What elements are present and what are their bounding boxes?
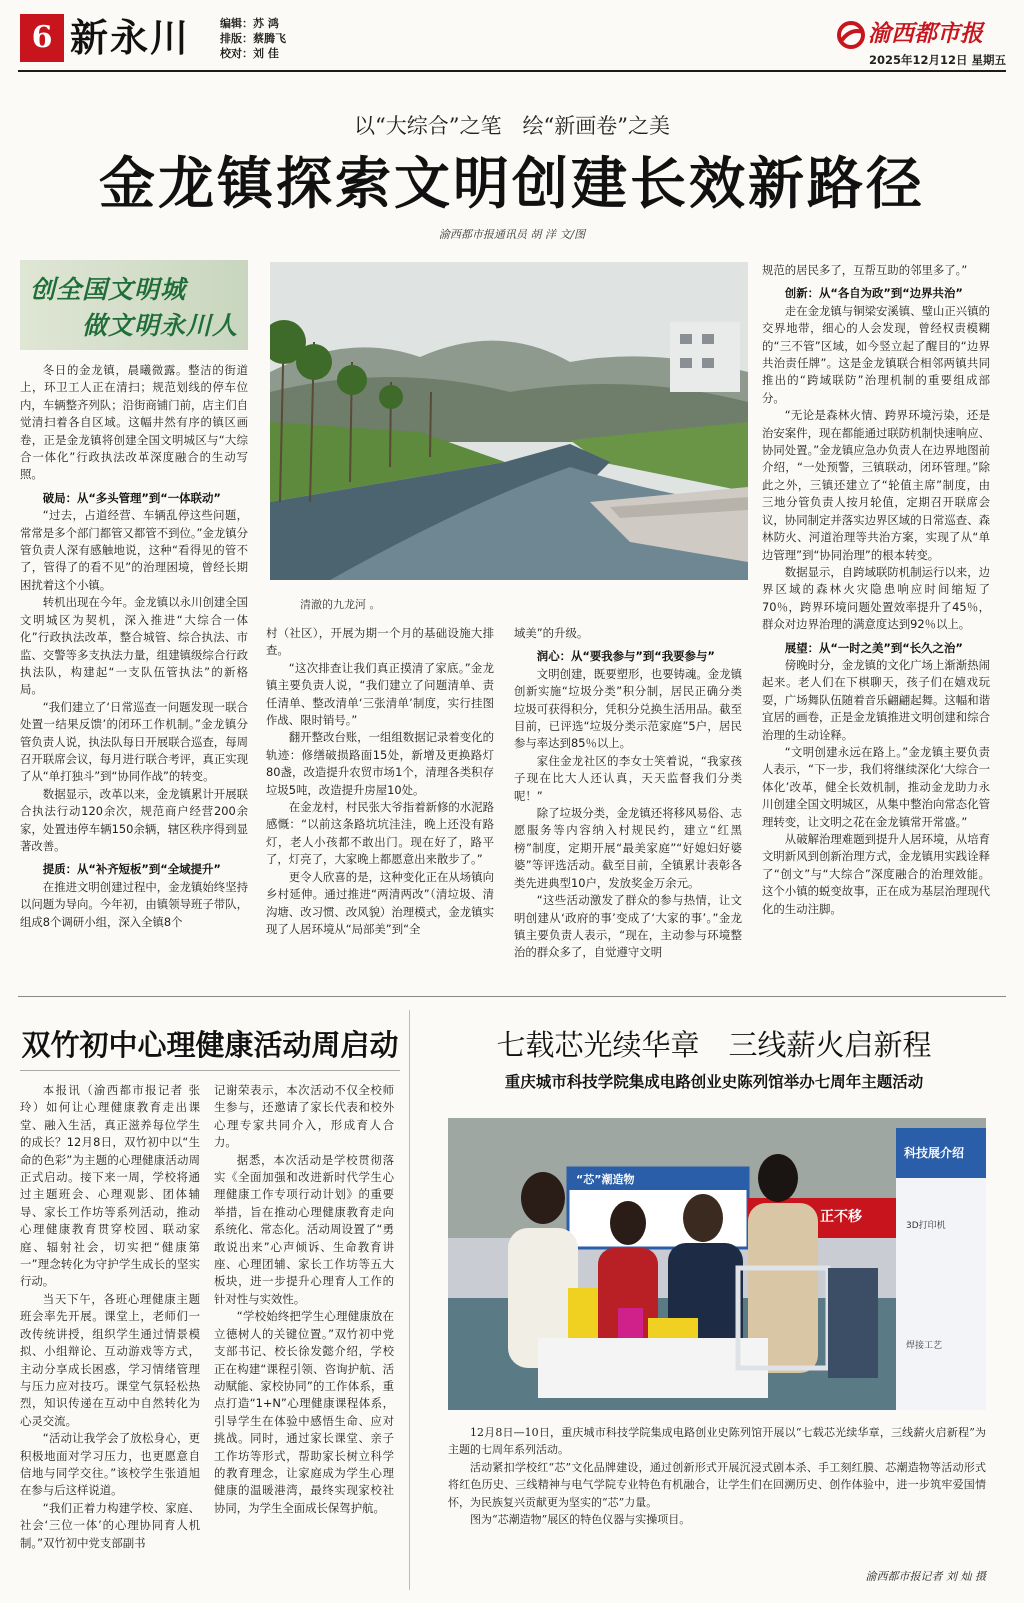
body-paragraph: 数据显示，自跨域联防机制运行以来，边界区域的森林火灾隐患响应时间缩短了70％，跨界环境问题处置效率提升了45％，群众对边界治理的满意度达到92％以上。 — [762, 564, 990, 632]
section-subhead: 润心：从“要我参与”到“我要参与” — [536, 649, 715, 664]
photo-sign-makerspace: “芯”潮造物 — [576, 1173, 635, 1186]
section-subhead: 破局：从“多头管理”到“一体联动” — [42, 490, 221, 505]
body-paragraph: “活动让我学会了放松身心，更积极地面对学习压力，也更愿意自信地与同学交往。”该校学生张逍旭在参与后这样说道。 — [20, 1431, 200, 1498]
river-photo-caption: 清澈的九龙河 。 — [300, 598, 381, 611]
story2-headline: 双竹初中心理健康活动周启动 — [21, 1028, 399, 1062]
body-paragraph: 冬日的金龙镇，晨曦微露。整洁的街道上，环卫工人正在清扫；规范划线的停车位内，车辆整齐列队；沿街商铺门前，店主们自觉清扫着各自区域。这幅井然有序的镇区画卷，正是金龙镇将创建全国文明城区与“大综合一体化”行政执法改革深度融合的生动写照。 — [20, 363, 248, 482]
body-paragraph: “我们建立了‘日常巡查一问题发现一联合处置一结果反馈’的闭环工作机制。”金龙镇分管负责人说，执法队每日开展联合巡查，每周召开联席会议，每月进行联合考评，真正实现了从“单打独斗”到“协同作战”的转变。 — [20, 699, 248, 784]
masthead — [0, 0, 1024, 76]
banner-line-2: 做文明永川人 — [81, 311, 238, 340]
story2-column-1 — [20, 1082, 200, 1552]
proof-line: 校对：刘 佳 — [220, 47, 279, 60]
river-photo — [270, 262, 748, 580]
lead-kicker: 以“大综合”之笔 绘“新画卷”之美 — [354, 114, 670, 138]
lead-column-1 — [20, 362, 248, 931]
lead-headline: 金龙镇探索文明创建长效新路径 — [99, 152, 925, 217]
river-photo-image — [270, 262, 748, 580]
editors-block — [220, 16, 286, 61]
body-paragraph: “过去，占道经营、车辆乱停这些问题，常常是多个部门都管又都管不到位。”金龙镇分管负责人深有感触地说，这种“看得见的管不了，管得了的看不见”的治理困境，曾经长期困扰着这个小镇。 — [20, 508, 249, 592]
body-paragraph: 数据显示，改革以来，金龙镇累计开展联合执法行动120余次，规范商户经营200余家，处置违停车辆150余辆，辖区秩序得到显著改善。 — [20, 786, 248, 853]
body-paragraph: “我们正着力构建学校、家庭、社会‘三位一体’的心理协同育人机制。”双竹初中党支部副书 — [20, 1500, 200, 1550]
section-title: 新永川 — [70, 15, 191, 60]
story2-column-2 — [214, 1082, 394, 1517]
editor-line: 编辑：苏 鸿 — [220, 17, 279, 30]
photo-sign-expo-intro: 科技展介绍 — [904, 1146, 965, 1160]
caption-paragraph: 12月8日—10日，重庆城市科技学院集成电路创业史陈列馆开展以“七载芯光续华章，三线薪火启新程”为主题的七周年系列活动。 — [448, 1426, 986, 1457]
story3-subhead: 重庆城市科技学院集成电路创业史陈列馆举办七周年主题活动 — [504, 1073, 924, 1091]
body-paragraph: “无论是森林火情、跨界环境污染，还是治安案件，现在都能通过联防机制快速响应、协同处置。”金龙镇应急办负责人在边界地图前介绍，“一处预警，三镇联动，闭环管理。”除此之外，三镇还建立了“轮值主席”制度，由三地分管负责人按月轮值，定期召开联席会议，协同制定并落实边界区域的日常巡查、森林防火、河道治理等共治方案，实现了从“单边管理”到“协同治理”的根本转变。 — [762, 408, 991, 562]
body-paragraph: “学校始终把学生心理健康放在立德树人的关键位置。”双竹初中党支部书记、校长徐发懿介绍，学校正在构建“课程引领、咨询护航、活动赋能、家校协同”的工作体系，重点打造“1+N”心理健康课程体系，引导学生在体验中感悟生命、应对挑战。同时，通过家长课堂、亲子工作坊等形式，帮助家长树立科学的教育理念，让家庭成为学生心理健康的温暖港湾，最终实现家校社协同，为学生全面成长保驾护航。 — [214, 1309, 394, 1515]
section-subhead: 提质：从“补齐短板”到“全域提升” — [42, 862, 221, 877]
photo-sign-soldering: 焊接工艺 — [906, 1341, 943, 1351]
photo-credit: 渝西都市报记者 刘 灿 摄 — [865, 1570, 986, 1583]
section-subhead: 展望：从“一时之美”到“长久之治” — [784, 640, 963, 655]
column-divider — [409, 1010, 410, 1590]
body-paragraph: 域美”的升级。 — [514, 626, 589, 640]
body-paragraph: 据悉，本次活动是学校贯彻落实《全面加强和改进新时代学生心理健康工作专项行动计划》的重要举措，旨在推动心理健康教育走向系统化、常态化。活动周设置了“勇敢说出来”心声倾诉、生命教育讲座、心理团辅、家长工作坊等五大板块，进一步提升心理育人工作的针对性与实效性。 — [214, 1152, 394, 1306]
body-paragraph: 家住金龙社区的李女士笑着说，“我家孩子现在比大人还认真，天天监督我们分类呢！” — [514, 753, 742, 803]
body-paragraph: 傍晚时分，金龙镇的文化广场上渐渐热闹起来。老人们在下棋聊天，孩子们在嬉戏玩耍，广场舞队伍随着音乐翩翩起舞。这幅和谐宜居的画卷，正是金龙镇推进文明创建和综合治理的生动诠释。 — [762, 657, 990, 742]
body-paragraph: 翻开整改台账，一组组数据记录着变化的轨迹：修缮破损路面15处，新增及更换路灯80盏，改造提升农贸市场1个，清理各类积存垃圾5吨，改造提升房屋10处。 — [266, 730, 494, 797]
story2-rule — [20, 1070, 400, 1071]
caption-paragraph: 图为“芯潮造物”展区的特色仪器与实操项目。 — [470, 1513, 691, 1527]
lead-column-2 — [266, 625, 494, 938]
body-paragraph: 记谢荣表示，本次活动不仅全校师生参与，还邀请了家长代表和校外心理专家共同介入，形成育人合力。 — [214, 1083, 394, 1150]
civility-banner — [20, 260, 248, 350]
body-paragraph: “文明创建永远在路上。”金龙镇主要负责人表示，“下一步，我们将继续深化‘大综合一体化’改革，健全长效机制，推动金龙助力永川创建全国文明城区，从集中整治向常态化管理转变，让文明之花在金龙镇常开常盛。” — [762, 744, 990, 829]
issue-date: 2025年12月12日 星期五 — [868, 53, 1006, 67]
section-divider — [18, 996, 1006, 997]
photo-sign-red-banner: 正不移 — [820, 1209, 862, 1225]
body-paragraph: “这些活动激发了群众的参与热情，让文明创建从‘政府的事’变成了‘大家的事’。”金龙镇主要负责人表示，“现在，主动参与环境整治的群众多了，自觉遵守文明 — [514, 893, 742, 960]
paper-name: 渝西都市报 — [868, 20, 983, 47]
body-paragraph: 在推进文明创建过程中，金龙镇始终坚持以问题为导向。今年初，由镇领导班子带队，组成8个调研小组，深入全镇8个 — [20, 879, 248, 929]
body-paragraph: 走在金龙镇与铜梁安溪镇、璧山正兴镇的交界地带，细心的人会发现，曾经权责模糊的“三不管”区域，如今竖立起了醒目的“边界共治责任牌”。这是金龙镇联合相邻两镇共同推出的“跨域联防”治理机制的重要组成部分。 — [762, 303, 990, 405]
lead-byline: 渝西都市报通讯员 胡 洋 文/图 — [438, 228, 586, 241]
lead-column-4 — [762, 262, 990, 918]
body-paragraph: 当天下午，各班心理健康主题班会率先开展。课堂上，老师们一改传统讲授，组织学生通过情景模拟、小组辩论、互动游戏等方式，主动分享成长困惑，学习情绪管理与压力应对技巧。课堂气氛轻松热烈，知识传递在互动中自然转化为心灵交流。 — [20, 1291, 200, 1428]
body-paragraph: 从破解治理难题到提升人居环境，从培育文明新风到创新治理方式，金龙镇用实践诠释了“创文”与“大综合”深度融合的治理效能。这个小镇的蜕变故事，正在成为基层治理现代化的生动注脚。 — [762, 832, 990, 916]
banner-line-1: 创全国文明城 — [30, 275, 187, 304]
photo-sign-3d-printer: 3D打印机 — [906, 1221, 946, 1231]
layout-line: 排版：蔡腾飞 — [220, 32, 286, 45]
section-subhead: 创新：从“各自为政”到“边界共治” — [784, 286, 963, 301]
page-number-badge: 6 — [20, 14, 64, 62]
body-paragraph: 村（社区），开展为期一个月的基础设施大排查。 — [266, 626, 494, 658]
body-paragraph: “这次排查让我们真正摸清了家底。”金龙镇主要负责人说，“我们建立了问题清单、责任清单、整改清单‘三张清单’制度，实行挂图作战、限时销号。” — [266, 660, 494, 728]
body-paragraph: 本报讯（渝西都市报记者 张玲）如何让心理健康教育走出课堂、融入生活，真正滋养每位学生的成长？12月8日，双竹初中以“生命的色彩”为主题的心理健康活动周正式启动。接下来一周，学校将通过主题班会、心理观影、团体辅导、家长工作坊等系列活动，推动心理健康教育贯穿校园、联动家庭、辐射社会，切实把“健康第一”理念转化为守护学生成长的坚实行动。 — [20, 1083, 200, 1289]
body-paragraph: 转机出现在今年。金龙镇以永川创建全国文明城区为契机，深入推进“大综合一体化”行政执法改革，整合城管、综合执法、市监、交警等多支执法力量，组建镇级综合行政执法队，构建起“一支队伍管执法”的新格局。 — [20, 595, 248, 697]
body-paragraph: 文明创建，既要塑形，也要铸魂。金龙镇创新实施“垃圾分类”积分制，居民正确分类垃圾可获得积分，凭积分兑换生活用品。截至目前，已评选“垃圾分类示范家庭”5户，居民参与率达到85％以上。 — [514, 666, 742, 751]
body-paragraph: 规范的居民多了，互帮互助的邻里多了。” — [762, 263, 968, 277]
body-paragraph: 除了垃圾分类，金龙镇还将移风易俗、志愿服务等内容纳入村规民约，建立“红黑榜”制度，定期开展“最美家庭”“好媳妇好婆婆”等评选活动。截至目前，全镇累计表彰各类先进典型10户，发放奖金万余元。 — [514, 806, 742, 890]
expo-photo-image — [448, 1118, 986, 1410]
story3-caption — [448, 1424, 986, 1528]
body-paragraph: 更令人欣喜的是，这种变化正在从场镇向乡村延伸。通过推进“两清两改”（清垃圾、清沟塘、改习惯、改风貌）治理模式，金龙镇实现了人居环境从“局部美”到“全 — [266, 869, 494, 936]
body-paragraph: 在金龙村，村民张大爷指着新修的水泥路感慨：“以前这条路坑坑洼洼，晚上还没有路灯，老人小孩都不敢出门。现在好了，路平了，灯亮了，大家晚上都愿意出来散步了。” — [266, 800, 494, 867]
expo-photo — [448, 1118, 986, 1410]
story3-headline: 七载芯光续华章 三线薪火启新程 — [496, 1028, 932, 1062]
paper-logo — [836, 18, 1006, 52]
paper-logo-icon — [836, 20, 866, 50]
caption-paragraph: 活动紧扣学校红“芯”文化品牌建设，通过创新形式开展沉浸式剧本杀、手工刻红膜、芯潮造物等活动形式将红色历史、三线精神与电气学院专业特色有机融合，让学生们在回溯历史、创作体验中，进一步筑牢爱国情怀，为民族复兴贡献更为坚实的“芯”力量。 — [448, 1460, 986, 1509]
masthead-rule — [18, 70, 1006, 72]
lead-column-3 — [514, 625, 742, 962]
